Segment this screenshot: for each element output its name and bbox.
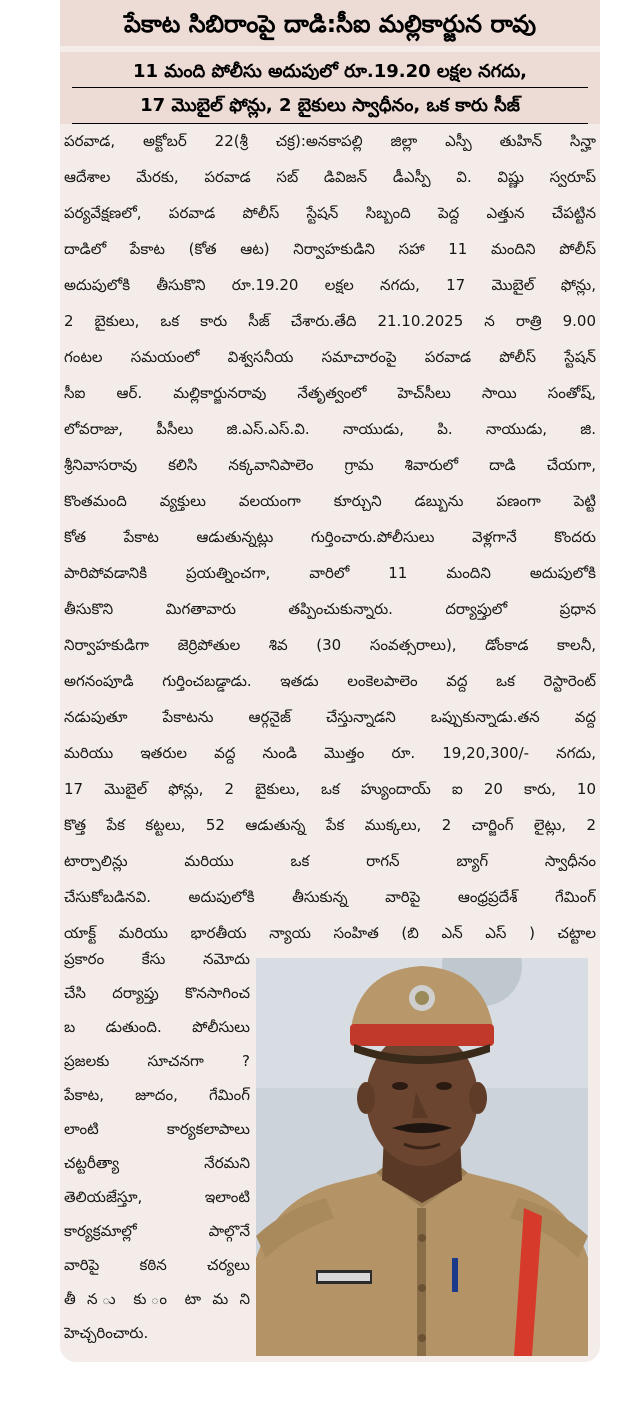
article-side-line: బ డుతుంది. పోలీసులు <box>64 1018 250 1036</box>
article-line: పరవాడ, అక్టోబర్ 22(శ్రీ చక్ర):అనకాపల్లి జిల్లా ఎస్పీ తుహిన్ సిన్హా <box>64 132 596 150</box>
article-line: ఆదేశాల మేరకు, పరవాడ సబ్ డివిజన్ డీఎస్పీ వి. విష్ణు స్వరూప్ <box>64 168 596 186</box>
article-line: లోవరాజు, పీసీలు జి.ఎస్.ఎస్.వి. నాయుడు, పి. నాయుడు, జి. <box>64 420 596 438</box>
article-side-line: తీ న ు కు ం టా మ ని <box>64 1290 250 1308</box>
article-side-line: కార్యక్రమాల్లో పాల్గొనే <box>64 1222 250 1240</box>
article-side-line: తెలియజేస్తూ, ఇలాంటి <box>64 1188 250 1206</box>
article-line: మరియు ఇతరుల వద్ద నుండి మొత్తం రూ. 19,20,300/- నగదు, <box>64 744 596 762</box>
headline: పేకాట సిబిరాంపై దాడి:సీఐ మల్లికార్జున రావు <box>123 10 537 38</box>
article-line: పర్యవేక్షణలో, పరవాడ పోలీస్ స్టేషన్ సిబ్బంది పెద్ద ఎత్తున చేపట్టిన <box>64 204 596 222</box>
article-line: శ్రీనివాసరావు కలిసి నక్కవానిపాలెం గ్రామ శివారులో దాడి చేయగా, <box>64 456 596 474</box>
news-clipping <box>60 0 600 1362</box>
article-line: చేసుకోబడినవి. అదుపులోకి తీసుకున్న వారిపై ఆంధ్రప్రదేశ్ గేమింగ్ <box>64 888 596 906</box>
article-line: దాడిలో పేకాట (కోత ఆట) నిర్వాహకుడిని సహా 11 మందిని పోలీస్ <box>64 240 596 258</box>
officer-photo <box>256 958 588 1356</box>
article-side-line: ప్రజలకు సూచనగా ? <box>64 1052 250 1070</box>
article-line: యాక్ట్ మరియు భారతీయ న్యాయ సంహిత (బి ఎన్ ఎస్ ) చట్టాల <box>64 924 596 942</box>
article-side-line: పేకాట, జూదం, గేమింగ్ <box>64 1086 250 1104</box>
article-line: గంటల సమయంలో విశ్వసనీయ సమాచారంపై పరవాడ పోలీస్ స్టేషన్ <box>64 348 596 366</box>
subheadline-1: 11 మంది పోలీసు అదుపులో రూ.19.20 లక్షల నగదు, <box>132 61 528 82</box>
article-line: అదుపులోకి తీసుకొని రూ.19.20 లక్షల నగదు, 17 మొబైల్ ఫోన్లు, <box>64 276 596 294</box>
article-side-line: హెచ్చరించారు. <box>64 1324 149 1342</box>
article-line: పారిపోవడానికి ప్రయత్నించగా, వారిలో 11 మందిని అదుపులోకి <box>64 564 596 582</box>
subheadline-underline-1 <box>72 87 588 88</box>
article-line: నడుపుతూ పేకాటను ఆర్గనైజ్ చేస్తున్నాడని ఒప్పుకున్నాడు.తన వద్ద <box>64 708 596 726</box>
subheadline-2: 17 మొబైల్ ఫోన్లు, 2 బైకులు స్వాధీనం, ఒక కారు సీజ్ <box>140 95 520 116</box>
article-line: 17 మొబైల్ ఫోన్లు, 2 బైకులు, ఒక హ్యుందాయ్ ఐ 20 కారు, 10 <box>64 780 596 798</box>
article-line: కొత్త పేక కట్టలు, 52 ఆడుతున్న పేక ముక్కలు, 2 చార్జింగ్ లైట్లు, 2 <box>64 816 596 834</box>
article-line: అగనంపూడి గుర్తించబడ్డాడు. ఇతడు లంకెలపాలెం వద్ద ఒక రెస్టారెంట్ <box>64 672 596 690</box>
article-side-line: ప్రకారం కేసు నమోదు <box>64 950 250 968</box>
article-line: టార్పాలిన్లు మరియు ఒక రాగన్ బ్యాగ్ స్వాధీనం <box>64 852 596 870</box>
article-line: తీసుకొని మిగతావారు తప్పించుకున్నారు. దర్యాప్తులో ప్రధాన <box>64 600 596 618</box>
article-side-line: లాంటి కార్యకలాపాలు <box>64 1120 250 1138</box>
article-line: 2 బైకులు, ఒక కారు సీజ్ చేశారు.తేది 21.10.2025 న రాత్రి 9.00 <box>64 312 596 330</box>
subheadline-underline-2 <box>72 123 588 124</box>
article-line: నిర్వాహకుడిగా జెర్రిపోతుల శివ (30 సంవత్సరాలు), డోంకాడ కాలనీ, <box>64 636 596 654</box>
article-line: సీఐ ఆర్. మల్లికార్జునరావు నేతృత్వంలో హెచ్‌సీలు సాయి సంతోష్, <box>64 384 596 402</box>
article-side-line: వారిపై కఠిన చర్యలు <box>64 1256 250 1274</box>
article-side-line: చట్టరీత్యా నేరమని <box>64 1154 250 1172</box>
article-line: కొంతమంది వ్యక్తులు వలయంగా కూర్చుని డబ్బును పణంగా పెట్టి <box>64 492 596 510</box>
article-side-line: చేసి దర్యాప్తు కొనసాగించ <box>64 984 250 1002</box>
article-line: కోత పేకాట ఆడుతున్నట్లు గుర్తించారు.పోలీసులు వెళ్లగానే కొందరు <box>64 528 596 546</box>
